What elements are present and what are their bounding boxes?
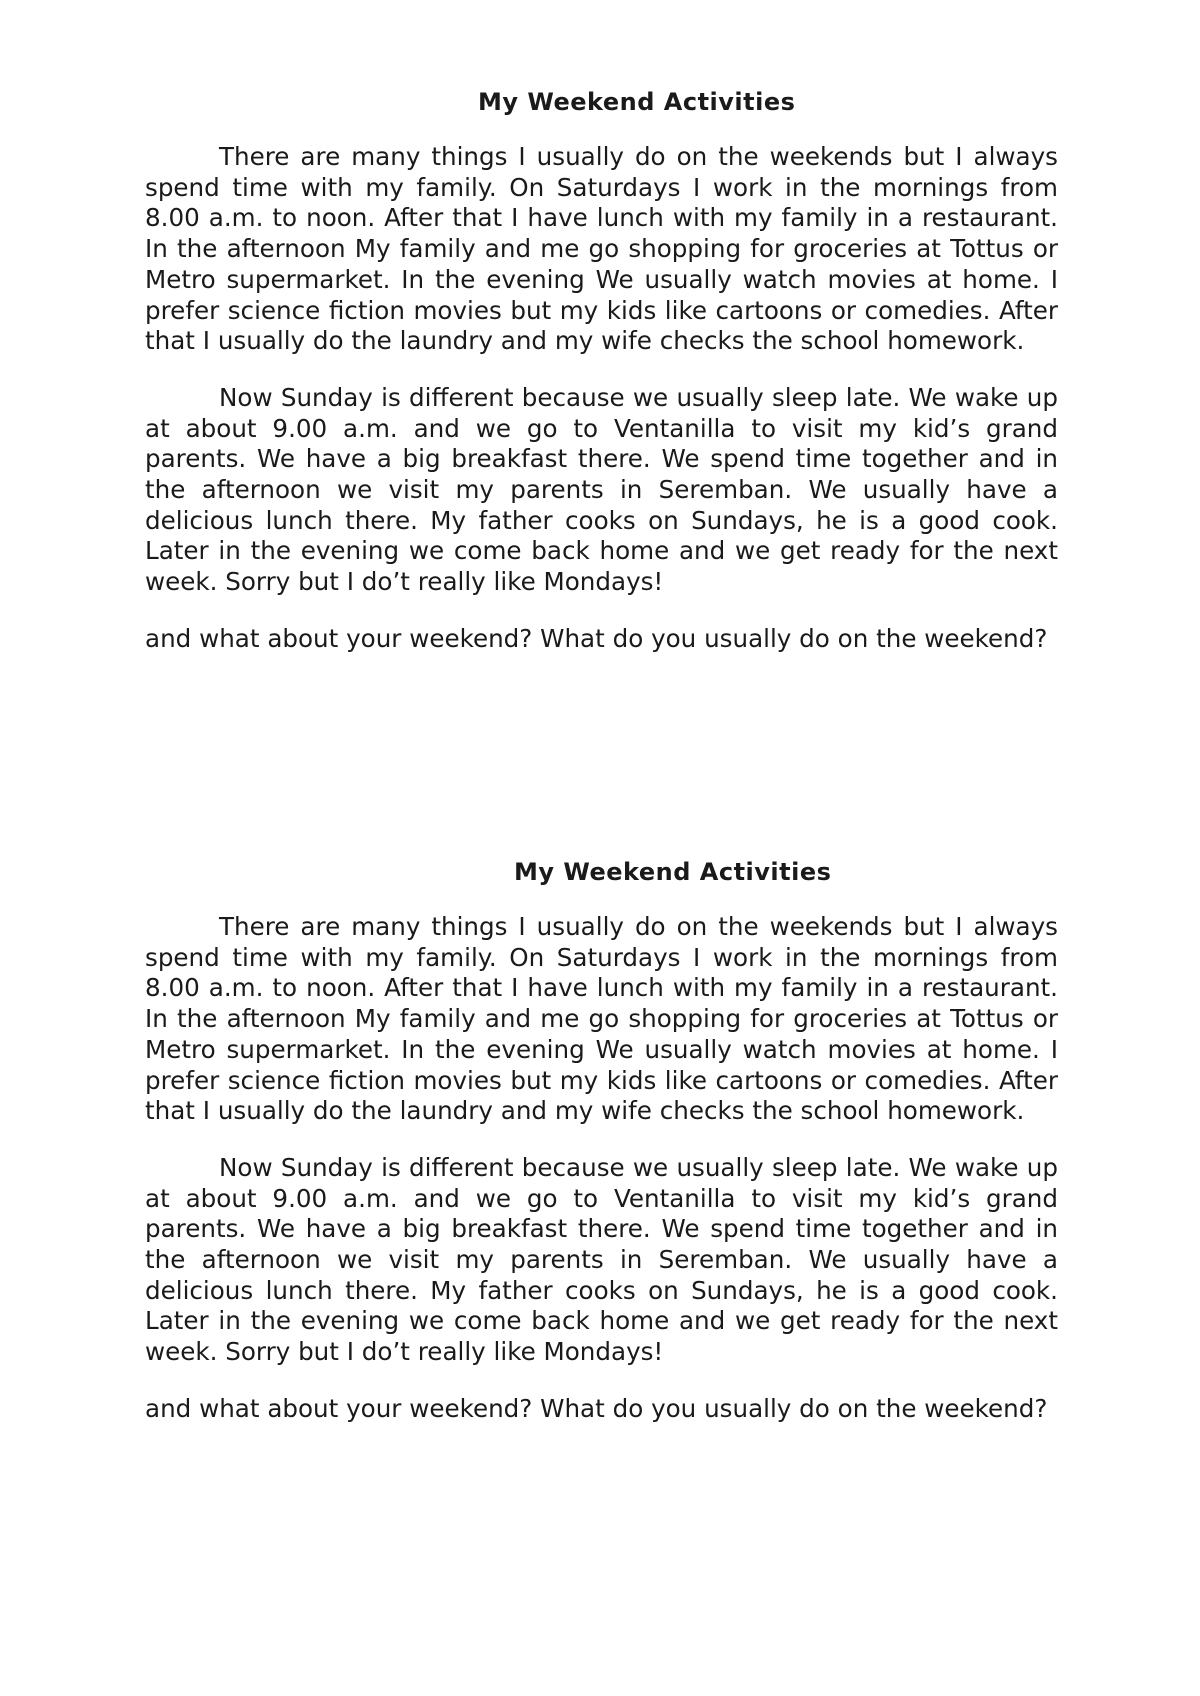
paragraph-question: and what about your weekend? What do you usually do on the weekend?: [145, 623, 1048, 653]
text-section-2: [145, 854, 1058, 1425]
paragraph-question: and what about your weekend? What do you usually do on the weekend?: [145, 1393, 1048, 1423]
paragraph-saturday: There are many things I usually do on the weekends but I always spend time with my family. On Saturdays I work in the mornings from 8.00 a.m. to noon. After that I have lunch with my family in a restaurant. In the afternoon My family and me go shopping for groceries at Tottus or Metro supermarket. In the evening We usually watch movies at home. I prefer science fiction movies but my kids like cartoons or comedies. After that I usually do the laundry and my wife checks the school homework.: [145, 142, 1058, 356]
paragraph-sunday: Now Sunday is different because we usually sleep late. We wake up at about 9.00 a.m. and we go to Ventanilla to visit my kid’s grand parents. We have a big breakfast there. We spend time together and in the afternoon we visit my parents in Seremban. We usually have a delicious lunch there. My father cooks on Sundays, he is a good cook. Later in the evening we come back home and we get ready for the next week. Sorry but I do’t really like Mondays!: [145, 1152, 1058, 1367]
section-title: My Weekend Activities: [478, 88, 796, 116]
text-section-1: [145, 84, 1058, 655]
section-title: My Weekend Activities: [514, 858, 832, 886]
paragraph-sunday: Now Sunday is different because we usually sleep late. We wake up at about 9.00 a.m. and we go to Ventanilla to visit my kid’s grand parents. We have a big breakfast there. We spend time together and in the afternoon we visit my parents in Seremban. We usually have a delicious lunch there. My father cooks on Sundays, he is a good cook. Later in the evening we come back home and we get ready for the next week. Sorry but I do’t really like Mondays!: [145, 382, 1058, 597]
paragraph-saturday: There are many things I usually do on the weekends but I always spend time with my family. On Saturdays I work in the mornings from 8.00 a.m. to noon. After that I have lunch with my family in a restaurant. In the afternoon My family and me go shopping for groceries at Tottus or Metro supermarket. In the evening We usually watch movies at home. I prefer science fiction movies but my kids like cartoons or comedies. After that I usually do the laundry and my wife checks the school homework.: [145, 912, 1058, 1126]
